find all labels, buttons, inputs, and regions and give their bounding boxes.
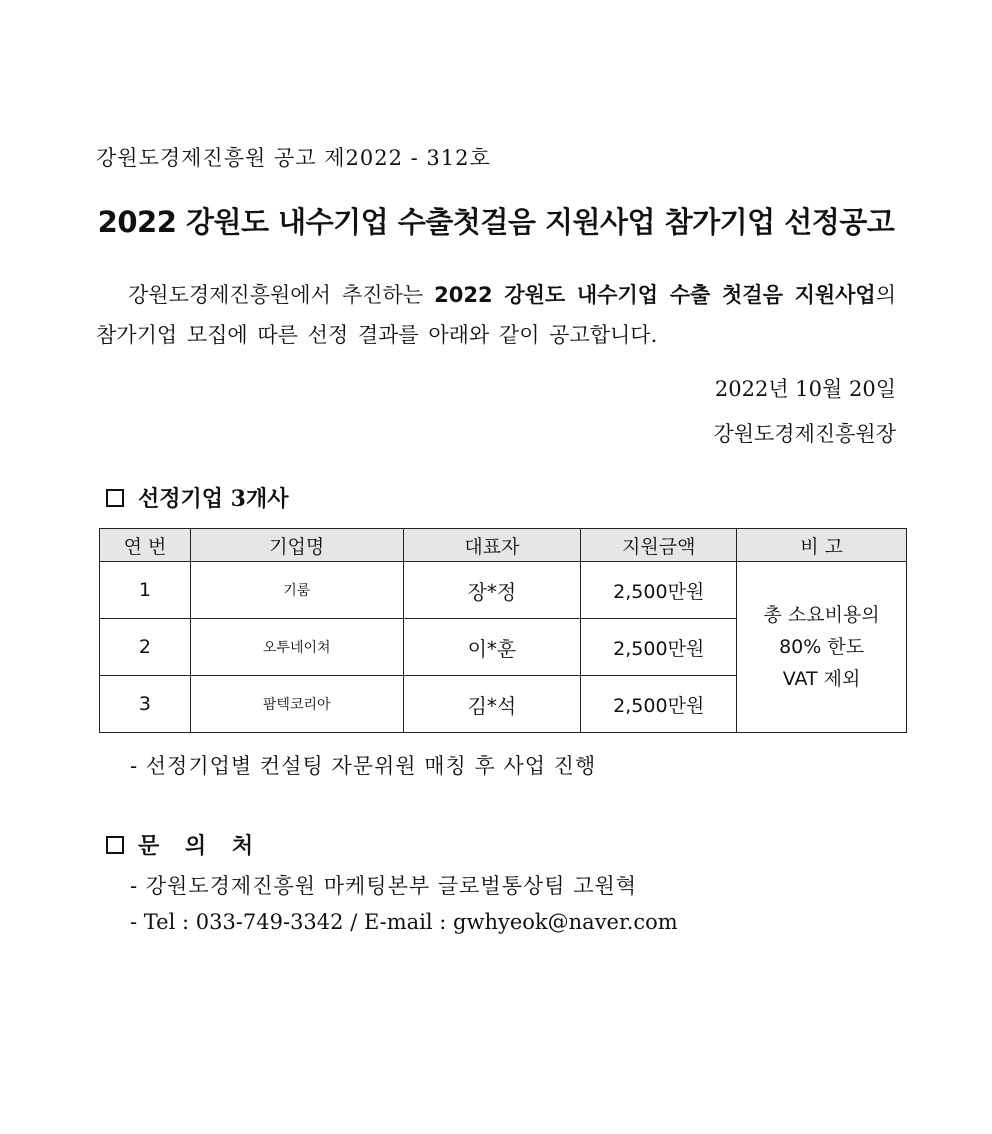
cell-rep: 이*훈 [403, 619, 581, 676]
column-header-no: 연 번 [100, 529, 191, 562]
cell-remark [737, 562, 907, 733]
cell-company: 팜텍코리아 [190, 676, 403, 733]
intro-prefix: 강원도경제진흥원에서 추진하는 [128, 283, 435, 307]
intro-program-name: 2022 강원도 내수기업 수출 첫걸음 지원사업 [434, 283, 876, 307]
contact-section-heading [106, 829, 262, 860]
issuer-name: 강원도경제진흥원장 [713, 422, 896, 446]
notice-number: 강원도경제진흥원 공고 제2022 - 312호 [96, 146, 491, 170]
selection-note: - 선정기업별 컨설팅 자문위원 매칭 후 사업 진행 [130, 754, 597, 778]
column-header-company: 기업명 [190, 529, 403, 562]
cell-no: 3 [100, 676, 191, 733]
column-header-rep: 대표자 [403, 529, 581, 562]
contact-person: - 강원도경제진흥원 마케팅본부 글로벌통상팀 고원혁 [130, 874, 638, 898]
remark-line: 총 소요비용의 [763, 604, 880, 626]
cell-company: 오투네이쳐 [190, 619, 403, 676]
checkbox-square-icon [106, 489, 124, 507]
checkbox-square-icon [106, 836, 124, 854]
cell-no: 2 [100, 619, 191, 676]
table-row [100, 562, 907, 619]
cell-no: 1 [100, 562, 191, 619]
cell-rep: 장*정 [403, 562, 581, 619]
intro-paragraph [96, 275, 896, 355]
table-header-row [100, 529, 907, 562]
cell-amount: 2,500만원 [581, 619, 737, 676]
remark-line: VAT 제외 [782, 668, 861, 690]
selected-heading-text: 선정기업 3개사 [138, 486, 289, 512]
announcement-date: 2022년 10월 20일 [714, 377, 896, 401]
remark-line: 80% 한도 [779, 636, 865, 658]
selected-section-heading [106, 482, 288, 513]
cell-amount: 2,500만원 [581, 562, 737, 619]
cell-company: 기룸 [190, 562, 403, 619]
selected-companies-table [99, 528, 907, 733]
contact-heading-text: 문 의 처 [138, 833, 263, 859]
intro-suffix: 의 참가기업 모집에 따른 선정 결과를 아래와 같이 공고합니다. [96, 283, 897, 347]
cell-amount: 2,500만원 [581, 676, 737, 733]
contact-phone-email: - Tel : 033-749-3342 / E-mail : gwhyeok@naver.com [130, 910, 678, 934]
column-header-remark: 비 고 [737, 529, 907, 562]
cell-rep: 김*석 [403, 676, 581, 733]
column-header-amount: 지원금액 [581, 529, 737, 562]
page-title: 2022 강원도 내수기업 수출첫걸음 지원사업 참가기업 선정공고 [97, 205, 895, 239]
